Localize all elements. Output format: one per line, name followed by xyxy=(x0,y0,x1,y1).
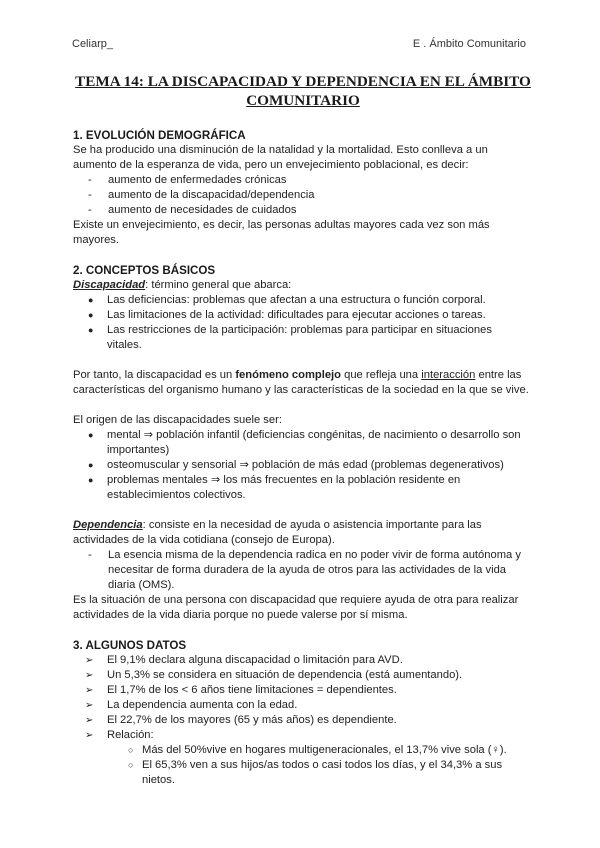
s1-intro-line-1: Se ha producido una disminución de la natalidad y la mortalidad. Esto conlleva a un xyxy=(73,144,488,156)
list-item-text: El 9,1% declara alguna discapacidad o limitación para AVD. xyxy=(107,654,403,666)
dash-marker: - xyxy=(88,549,92,561)
list-item-text: aumento de enfermedades crónicas xyxy=(108,174,287,186)
text-run: que refleja una xyxy=(341,369,422,381)
section-2-heading: 2. CONCEPTOS BÁSICOS xyxy=(73,264,216,277)
list-item xyxy=(73,473,533,503)
discapacidad-term: Discapacidad xyxy=(73,279,146,291)
relacion-sublist xyxy=(73,743,533,788)
list-item xyxy=(73,428,533,458)
arrow-marker: ➢ xyxy=(85,730,94,741)
arrow-marker: ➢ xyxy=(85,685,94,696)
dash-marker: - xyxy=(88,174,92,186)
list-item-text: El 1,7% de los < 6 años tiene limitaciones = dependientes. xyxy=(107,684,397,696)
list-item-text: Relación: xyxy=(107,729,154,741)
origin-intro: El origen de las discapacidades suele ser: xyxy=(73,414,282,426)
dependencia-def-line-2: actividades de la vida cotidiana (consejo de Europa). xyxy=(73,534,335,546)
list-item xyxy=(73,668,533,683)
sub-list-item xyxy=(73,743,533,758)
list-item-text: La esencia misma de la dependencia radica en no poder vivir de forma autónoma y xyxy=(108,549,521,561)
list-item-text: vitales. xyxy=(107,339,142,351)
list-item-text: Las deficiencias: problemas que afectan a una estructura o función corporal. xyxy=(107,294,486,306)
s1-list xyxy=(73,173,533,218)
complex-phenomenon-paragraph xyxy=(73,368,533,383)
bold-term: fenómeno complejo xyxy=(235,369,341,381)
bullet-marker: ● xyxy=(88,460,94,470)
discapacidad-def-text: : término general que abarca: xyxy=(145,279,292,291)
arrow-marker: ➢ xyxy=(85,670,94,681)
list-item-text: aumento de necesidades de cuidados xyxy=(108,204,297,216)
section-1-heading: 1. EVOLUCIÓN DEMOGRÁFICA xyxy=(73,129,246,142)
list-item-text: El 65,3% ven a sus hijos/as todos o casi todos los días, y el 34,3% a sus xyxy=(142,759,503,771)
list-item xyxy=(73,548,533,593)
list-item xyxy=(73,203,533,218)
list-item-text: Las restricciones de la participación: problemas para participar en situaciones xyxy=(107,324,492,336)
bullet-marker: ● xyxy=(88,310,94,320)
dependencia-term: Dependencia xyxy=(73,519,143,531)
underlined-term: interacción xyxy=(421,369,476,381)
bullet-marker: ● xyxy=(88,430,94,440)
list-item xyxy=(73,293,533,308)
list-item-text: establecimientos colectivos. xyxy=(107,489,246,501)
datos-list xyxy=(73,653,533,743)
list-item-text: importantes) xyxy=(107,444,170,456)
origin-list xyxy=(73,428,533,503)
list-item xyxy=(73,683,533,698)
list-item-text: La dependencia aumenta con la edad. xyxy=(107,699,298,711)
list-item-text: diaria (OMS). xyxy=(108,579,175,591)
list-item-text: osteomuscular y sensorial ⇒ población de más edad (problemas degenerativos) xyxy=(107,459,504,471)
arrow-marker: ➢ xyxy=(85,700,94,711)
list-item-text: mental ⇒ población infantil (deficiencias congénitas, de nacimiento o desarrollo son xyxy=(107,429,521,441)
sub-list-item xyxy=(73,758,533,788)
list-item-text: El 22,7% de los mayores (65 y más años) es dependiente. xyxy=(107,714,397,726)
dependencia-definition xyxy=(73,518,533,533)
list-item-text: Las limitaciones de la actividad: dificultades para ejecutar acciones o tareas. xyxy=(107,309,486,321)
arrow-marker: ➢ xyxy=(85,655,94,666)
list-item xyxy=(73,653,533,668)
bullet-marker: ● xyxy=(88,475,94,485)
discapacidad-list xyxy=(73,293,533,353)
list-item xyxy=(73,458,533,473)
list-item xyxy=(73,308,533,323)
list-item-text: Un 5,3% se considera en situación de dependencia (está aumentando). xyxy=(107,669,463,681)
s1-outro-line-2: mayores. xyxy=(73,234,120,246)
bullet-marker: ● xyxy=(88,295,94,305)
title-line-1: TEMA 14: LA DISCAPACIDAD Y DEPENDENCIA EN EL ÁMBITO xyxy=(75,73,531,90)
title-line-2: COMUNITARIO xyxy=(246,92,360,109)
s1-intro-line-2: aumento de la esperanza de vida, pero un envejecimiento poblacional, es decir: xyxy=(73,159,469,171)
list-item xyxy=(73,698,533,713)
list-item-text: aumento de la discapacidad/dependencia xyxy=(108,189,315,201)
s1-outro-line-1: Existe un envejecimiento, es decir, las personas adultas mayores cada vez son más xyxy=(73,219,490,231)
complex-phenomenon-line-2: características del organismo humano y las características de la sociedad en la que se vive. xyxy=(73,384,529,396)
list-item xyxy=(73,173,533,188)
circle-marker: ○ xyxy=(128,760,134,770)
dependencia-list xyxy=(73,548,533,593)
list-item xyxy=(73,713,533,728)
text-run: Por tanto, la discapacidad es un xyxy=(73,369,236,381)
list-item-text: problemas mentales ⇒ los más frecuentes en la población residente en xyxy=(107,474,461,486)
list-item-text: Más del 50%vive en hogares multigeneracionales, el 13,7% vive sola (♀). xyxy=(142,744,507,756)
list-item xyxy=(73,323,533,353)
dash-marker: - xyxy=(88,204,92,216)
dependencia-def-text: : consiste en la necesidad de ayuda o asistencia importante para las xyxy=(142,519,482,531)
list-item-text: necesitar de forma duradera de la ayuda de otros para las actividades de la vida xyxy=(108,564,507,576)
dependencia-outro-line-2: actividades de la vida diaria porque no puede valerse por sí misma. xyxy=(73,609,408,621)
discapacidad-definition xyxy=(73,278,533,293)
header-left: Celiarp_ xyxy=(72,38,113,50)
arrow-marker: ➢ xyxy=(85,715,94,726)
list-item xyxy=(73,188,533,203)
bullet-marker: ● xyxy=(88,325,94,335)
text-run: entre las xyxy=(475,369,522,381)
document-body xyxy=(73,72,533,788)
dependencia-outro-line-1: Es la situación de una persona con discapacidad que requiere ayuda de otra para realizar xyxy=(73,594,519,606)
dash-marker: - xyxy=(88,189,92,201)
document-title xyxy=(73,72,533,110)
header-right: E . Ámbito Comunitario xyxy=(412,38,526,50)
list-item-text: nietos. xyxy=(142,774,175,786)
circle-marker: ○ xyxy=(128,745,134,755)
list-item xyxy=(73,728,533,743)
section-3-heading: 3. ALGUNOS DATOS xyxy=(73,639,187,652)
